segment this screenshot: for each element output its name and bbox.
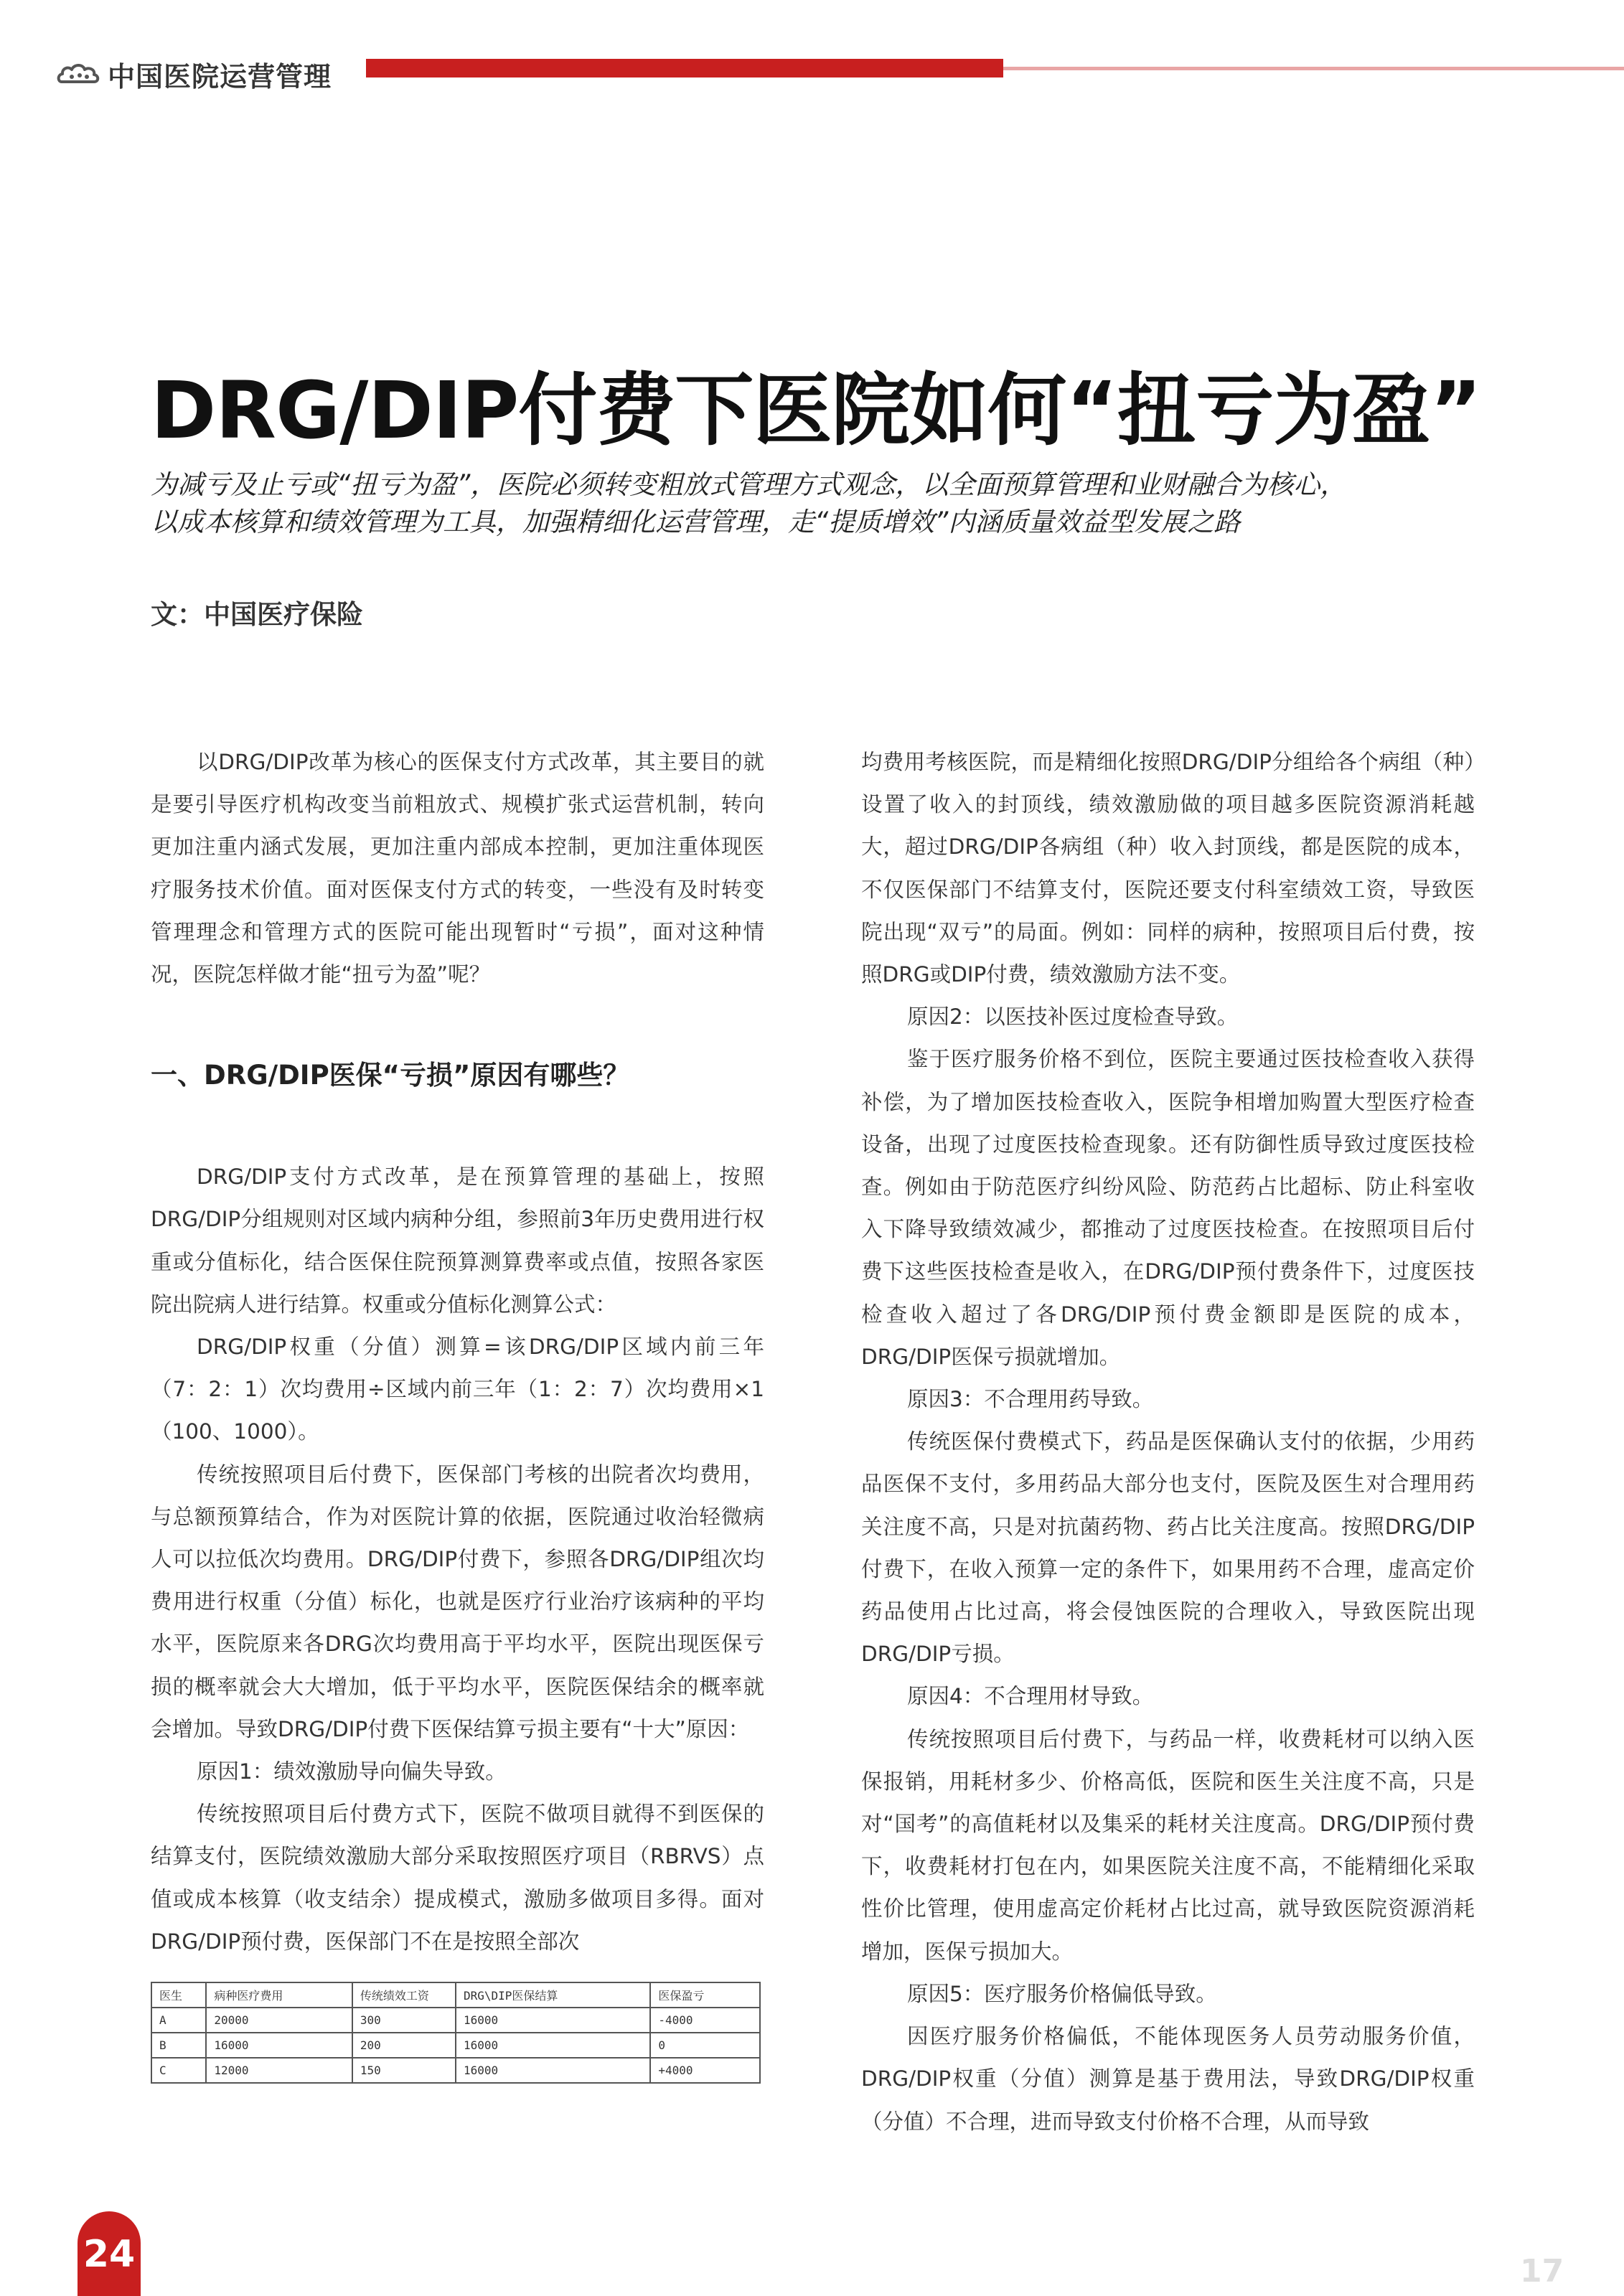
cloud-logo-icon — [56, 60, 100, 88]
article-lead — [151, 466, 1500, 541]
paragraph: 均费用考核医院，而是精细化按照DRG/DIP分组给各个病组（种）设置了收入的封顶线，绩效激励做的项目越多医院资源消耗越大，超过DRG/DIP各病组（种）收入封顶线，都是医院的成本，不仅医保部门不结算支付，医院还要支付科室绩效工资，导致医院出现“双亏”的局面。例如：同样的病种，按照项目后付费，按照DRG或DIP付费，绩效激励方法不变。 — [861, 750, 1475, 987]
formula-paragraph: DRG/DIP权重（分值）测算=该DRG/DIP区域内前三年（7：2：1）次均费用÷区域内前三年（1：2：7）次均费用×1（100、1000）。 — [151, 1335, 764, 1444]
table-cell: 16000 — [456, 2008, 650, 2033]
table-cell: 200 — [352, 2033, 456, 2058]
table-header-cell: DRG\DIP医保结算 — [456, 1982, 650, 2008]
paragraph: 因医疗服务价格偏低，不能体现医务人员劳动服务价值，DRG/DIP权重（分值）测算是基于费用法，导致DRG/DIP权重（分值）不合理，进而导致支付价格不合理，从而导致 — [861, 2024, 1475, 2134]
table-cell: 16000 — [456, 2058, 650, 2083]
reason-heading: 原因1：绩效激励导向偏失导致。 — [197, 1759, 507, 1784]
table-cell: C — [151, 2058, 206, 2083]
table-cell: +4000 — [650, 2058, 760, 2083]
table-row — [151, 2058, 760, 2083]
page-header — [56, 52, 1624, 95]
paragraph: 传统按照项目后付费下，与药品一样，收费耗材可以纳入医保报销，用耗材多少、价格高低，医院和医生关注度不高，只是对“国考”的高值耗材以及集采的耗材关注度高。DRG/DIP预付费下，收费耗材打包在内，如果医院关注度不高，不能精细化采取性价比管理，使用虚高定价耗材占比过高，就导致医院资源消耗增加，医保亏损加大。 — [861, 1726, 1475, 1964]
left-column — [151, 741, 764, 2084]
reason-heading: 原因4：不合理用材导致。 — [907, 1684, 1154, 1709]
faded-page-number: 17 — [1520, 2253, 1564, 2290]
table-cell: 12000 — [206, 2058, 352, 2083]
right-column — [861, 741, 1475, 2143]
lead-line: 为减亏及止亏或“扭亏为盈”，医院必须转变粗放式管理方式观念，以全面预算管理和业财融合为核心， — [151, 469, 1347, 500]
table-cell: 300 — [352, 2008, 456, 2033]
reason-heading: 原因2：以医技补医过度检查导致。 — [907, 1004, 1239, 1030]
table-cell: -4000 — [650, 2008, 760, 2033]
paragraph: 以DRG/DIP改革为核心的医保支付方式改革，其主要目的就是要引导医疗机构改变当前粗放式、规模扩张式运营机制，转向更加注重内涵式发展，更加注重内部成本控制，更加注重体现医疗服务技术价值。面对医保支付方式的转变，一些没有及时转变管理理念和管理方式的医院可能出现暂时“亏损”，面对这种情况，医院怎样做才能“扭亏为盈”呢？ — [151, 750, 764, 987]
table-cell: A — [151, 2008, 206, 2033]
table-cell: 16000 — [456, 2033, 650, 2058]
header-rule — [1003, 67, 1624, 70]
table-row — [151, 2033, 760, 2058]
page-number: 24 — [83, 2233, 136, 2276]
comparison-table — [151, 1982, 761, 2084]
table-cell: 150 — [352, 2058, 456, 2083]
table-cell: 16000 — [206, 2033, 352, 2058]
table-cell: 20000 — [206, 2008, 352, 2033]
header-red-bar — [366, 59, 1003, 77]
reason-heading: 原因5：医疗服务价格偏低导致。 — [907, 1981, 1217, 2006]
table-cell: B — [151, 2033, 206, 2058]
table-header-row — [151, 1982, 760, 2008]
article-title: DRG/DIP付费下医院如何“扭亏为盈” — [151, 364, 1481, 456]
paragraph: 传统医保付费模式下，药品是医保确认支付的依据，少用药品医保不支付，多用药品大部分也支付，医院及医生对合理用药关注度不高，只是对抗菌药物、药占比关注度高。按照DRG/DIP付费下，在收入预算一定的条件下，如果用药不合理，虚高定价药品使用占比过高，将会侵蚀医院的合理收入，导致医院出现DRG/DIP亏损。 — [861, 1429, 1475, 1667]
paragraph: 传统按照项目后付费方式下，医院不做项目就得不到医保的结算支付，医院绩效激励大部分采取按照医疗项目（RBRVS）点值或成本核算（收支结余）提成模式，激励多做项目多得。面对DRG/DIP预付费，医保部门不在是按照全部次 — [151, 1802, 764, 1954]
paragraph: 鉴于医疗服务价格不到位，医院主要通过医技检查收入获得补偿，为了增加医技检查收入，医院争相增加购置大型医疗检查设备，出现了过度医技检查现象。还有防御性质导致过度医技检查。例如由于防范医疗纠纷风险、防范药占比超标、防止科室收入下降导致绩效减少，都推动了过度医技检查。在按照项目后付费下这些医技检查是收入，在DRG/DIP预付费条件下，过度医技检查收入超过了各DRG/DIP预付费金额即是医院的成本，DRG/DIP医保亏损就增加。 — [861, 1047, 1475, 1369]
table-header-cell: 病种医疗费用 — [206, 1982, 352, 2008]
table-row — [151, 2008, 760, 2033]
reason-heading: 原因3：不合理用药导致。 — [907, 1387, 1154, 1412]
brand-name: 中国医院运营管理 — [108, 61, 332, 93]
table-header-cell: 传统绩效工资 — [352, 1982, 456, 2008]
table-header-cell: 医保盈亏 — [650, 1982, 760, 2008]
table-cell: 0 — [650, 2033, 760, 2058]
lead-line: 以成本核算和绩效管理为工具，加强精细化运营管理，走“提质增效”内涵质量效益型发展之路 — [151, 507, 1241, 537]
page-number-badge — [78, 2211, 141, 2296]
paragraph: 传统按照项目后付费下，医保部门考核的出院者次均费用，与总额预算结合，作为对医院计算的依据，医院通过收治轻微病人可以拉低次均费用。DRG/DIP付费下，参照各DRG/DIP组次均费用进行权重（分值）标化，也就是医疗行业治疗该病种的平均水平，医院原来各DRG次均费用高于平均水平，医院出现医保亏损的概率就会大大增加，低于平均水平，医院医保结余的概率就会增加。导致DRG/DIP付费下医保结算亏损主要有“十大”原因： — [151, 1462, 764, 1741]
section-heading: 一、DRG/DIP医保“亏损”原因有哪些？ — [151, 1060, 630, 1091]
paragraph: DRG/DIP支付方式改革，是在预算管理的基础上，按照DRG/DIP分组规则对区域内病种分组，参照前3年历史费用进行权重或分值标化，结合医保住院预算测算费率或点值，按照各家医院出院病人进行结算。权重或分值标化测算公式： — [151, 1165, 764, 1317]
table-header-cell: 医生 — [151, 1982, 206, 2008]
article-author: 文：中国医疗保险 — [151, 599, 363, 630]
